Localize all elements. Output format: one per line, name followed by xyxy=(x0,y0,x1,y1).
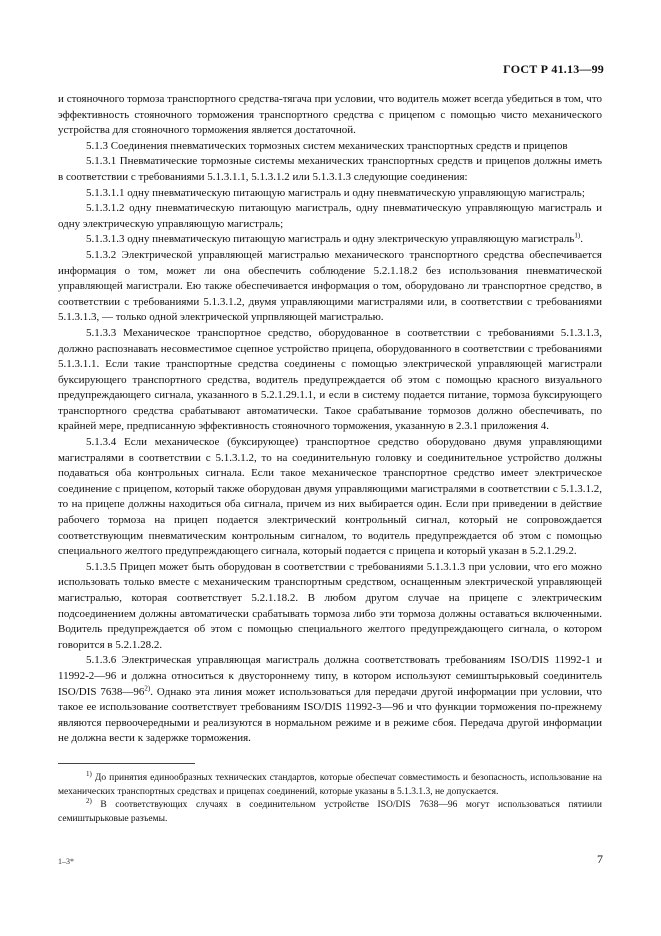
paragraph-5-1-3-1-2: 5.1.3.1.2 одну пневматическую питающую магистраль, одну пневматическую управляющую магистраль и одну электрическую управляющую магистраль; xyxy=(58,202,602,230)
footnote-2-text: В соответствующих случаях в соединительном устройстве ISO/DIS 7638—96 могут использоваться пятиили семиштырьковые разъемы. xyxy=(58,800,602,824)
footnote-ref-1: 1) xyxy=(574,231,581,240)
footnote-1-text: До принятия единообразных технических стандартов, которые обеспечат совместимость и безопасность, использование на механических транспортных средствах и прицепах соединений, которые указаны в 5.1.3.1.3, не допускается. xyxy=(58,773,602,797)
footnote-ref-2: 2) xyxy=(144,683,151,692)
footnotes xyxy=(58,769,602,826)
paragraph-5-1-3-1-3: 5.1.3.1.3 одну пневматическую питающую магистраль и одну электрическую управляющую магистраль$^{1)}$. xyxy=(86,231,584,246)
footnote-mark-1: 1) xyxy=(86,769,92,778)
standard-header: ГОСТ Р 41.13—99 xyxy=(503,62,604,76)
paragraph-5-1-3-6 xyxy=(58,653,602,747)
paragraph-5-1-3-1-3-text: 5.1.3.1.3 одну пневматическую питающую магистраль и одну электрическую управляющую магистраль xyxy=(86,233,575,246)
paragraph-continued: и стояночного тормоза транспортного средства-тягача при условии, что водитель может всегда убедиться в том, что эффективность стояночного торможения транспортного средства с прицепом с помощью чисто механического устройства для стояночного торможения является достаточной. xyxy=(58,93,602,137)
paragraph-5-1-3: 5.1.3 Соединения пневматических тормозных систем механических транспортных средств и прицепов xyxy=(86,139,568,152)
footnote-separator xyxy=(58,763,195,764)
paragraph-5-1-3-6-text-a: 5.1.3.6 Электрическая управляющая магистраль должна соответствовать требованиям ISO/DIS 11992-1 и 11992-2—96 и должна относиться к двустороннему типу, в котором используют семиштырьковый соединитель ISO/DIS 7638—96 xyxy=(58,654,602,698)
paragraph-5-1-3-1: 5.1.3.1 Пневматические тормозные системы механических транспортных средств и прицепов должны иметь в соответствии с требованиями 5.1.3.1.1, 5.1.3.1.2 или 5.1.3.1.3 следующие соединения: xyxy=(58,155,602,183)
printer-signature: 1–3* xyxy=(58,857,74,866)
paragraph-5-1-3-1-1: 5.1.3.1.1 одну пневматическую питающую магистраль и одну пневматическую управляющую магистраль; xyxy=(86,186,585,199)
paragraph-5-1-3-2: 5.1.3.2 Электрической управляющей магистралью механического транспортного средства обеспечивается информация о том, может ли она обеспечить соблюдение 5.2.1.18.2 без использования пневматической управляющей магистрали. Ею также обеспечивается информация о том, оборудовано ли транспортное средство, в соответствии с требованиями 5.1.3.1.2, двумя управляющими магистралями или, в соответствии с требованиями 5.1.3.1.3, — только одной электрической упрпвляющей магистралью. xyxy=(58,248,602,324)
paragraph-5-1-3-4: 5.1.3.4 Если механическое (буксирующее) транспортное средство оборудовано двумя управляющими магистралями в соответствии с 5.1.3.1.2, то на соединительную головку и соединительное устройство должны подаваться оба контрольных сигнала. Если такое механическое транспортное средство имеет электрическое соединение с прицепом, который также оборудован двумя управляющими магистралями в соответствии с 5.1.3.1.2, то на прицепе должны находиться оба сигнала, причем из них выбирается один. Если при приведении в действие рабочего тормоза на прицеп подается электрический контрольный сигнал, который не сопровождается соответствующим пневматическим контрольным сигналом, то водитель предупреждается об этом с помощью специального желтого предупреждающего сигнала, который подается с прицепа и который указан в 5.2.1.29.2. xyxy=(58,436,602,558)
page-number: 7 xyxy=(597,852,603,866)
paragraph-5-1-3-5: 5.1.3.5 Прицеп может быть оборудован в соответствии с требованиями 5.1.3.1.3 при условии, что его можно использовать только вместе с механическим транспортным средством, оснащенным электрической управляющей магистралью, которая соответствует 5.2.1.18.2. В любом другом случае на прицепе с электрическим подсоединением должны автоматически срабатывать тормоза либо эти тормоза должны оставаться включенными. Водитель предупреждается об этом с помощью специального желтого предупреждающего сигнала, о котором говорится в 5.2.1.28.2. xyxy=(58,560,602,651)
paragraph-5-1-3-3: 5.1.3.3 Механическое транспортное средство, оборудованное в соответствии с требованиями 5.1.3.1.3, должно распознавать несовместимое сцепное устройство прицепа, оборудованного в соответствии с требованиями 5.1.3.1.1. Если такие транспортные средства соединены с помощью электрической управляющей магистрали буксирующего транспортного средства, водитель предупреждается об этом с помощью красного визуального предупреждающего сигнала, указанного в 5.2.1.29.1.1, и если в систему подается питание, тормоза буксирующего транспортного средства срабатывают автоматически. Такое срабатывание тормозов должно обеспечивать, по крайней мере, предписанную эффективность стояночного торможения, указанную в 2.3.1 приложения 4. xyxy=(58,326,602,433)
paragraph-5-1-3-6-text-b: . Однако эта линия может использоваться для передачи другой информации при условии, что такое ее использование соответствует требованиям ISO/DIS 11992-3—96 и что функции торможения по-прежнему являются первоочередными и реализуются в нормальном режиме и в режиме сбоя. Передача другой информации не должна вести к задержке торможения. xyxy=(58,685,602,745)
footnote-2 xyxy=(58,799,602,826)
footnote-mark-2: 2) xyxy=(86,797,92,806)
document-body xyxy=(58,92,602,747)
footnote-1 xyxy=(58,769,602,799)
